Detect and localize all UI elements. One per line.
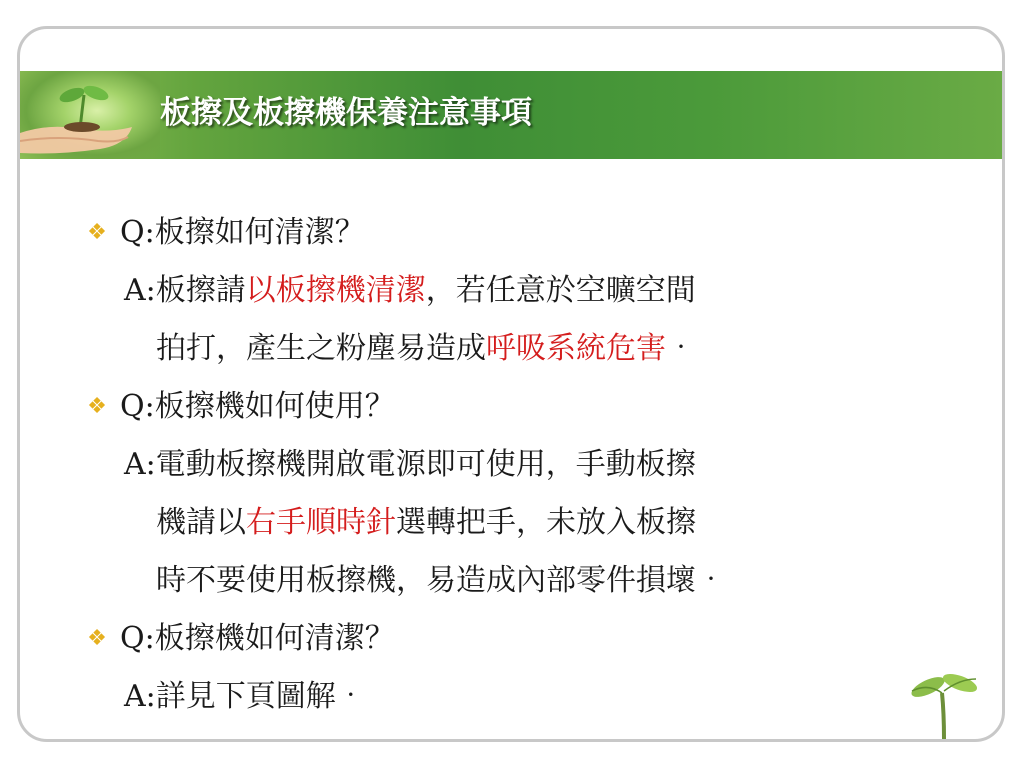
question-text: Q:板擦如何清潔？ — [120, 215, 365, 250]
answer-text: 機請以 — [156, 505, 246, 540]
four-diamond-bullet-icon: ❖ — [87, 626, 107, 651]
answer-2-line-3 — [82, 552, 982, 610]
answer-text: A:電動板擦機開啟電源即可使用，手動板擦 — [124, 447, 696, 482]
answer-highlight: 以板擦機清潔 — [245, 273, 426, 308]
slide-frame — [17, 26, 1005, 742]
question-2 — [82, 378, 982, 436]
answer-highlight: 呼吸系統危害 — [486, 331, 666, 366]
answer-3-line-1 — [82, 668, 982, 726]
answer-text: A:板擦請 — [124, 273, 246, 308]
answer-2-line-1 — [82, 436, 982, 494]
answer-1-line-2 — [82, 320, 982, 378]
slide-body — [82, 204, 982, 726]
hands-holding-sprout-photo — [20, 71, 160, 159]
slide-title: 板擦及板擦機保養注意事項 — [160, 95, 532, 131]
answer-text: ，若任意於空曠空間 — [425, 273, 696, 308]
answer-text: 時不要使用板擦機，易造成內部零件損壞‧ — [156, 563, 726, 598]
title-banner — [20, 71, 1002, 159]
answer-2-line-2 — [82, 494, 982, 552]
question-3 — [82, 610, 982, 668]
question-text: Q:板擦機如何清潔？ — [120, 621, 395, 656]
question-1 — [82, 204, 982, 262]
four-diamond-bullet-icon: ❖ — [87, 220, 107, 245]
four-diamond-bullet-icon: ❖ — [87, 394, 107, 419]
sprout-icon — [904, 663, 984, 739]
question-text: Q:板擦機如何使用？ — [120, 389, 395, 424]
answer-highlight: 右手順時針 — [246, 505, 396, 540]
answer-text: A:詳見下頁圖解‧ — [124, 679, 366, 714]
answer-1-line-1 — [82, 262, 982, 320]
answer-text: 拍打，產生之粉塵易造成 — [156, 331, 486, 366]
answer-text: 選轉把手，未放入板擦 — [396, 505, 696, 540]
answer-text: ‧ — [666, 331, 696, 366]
